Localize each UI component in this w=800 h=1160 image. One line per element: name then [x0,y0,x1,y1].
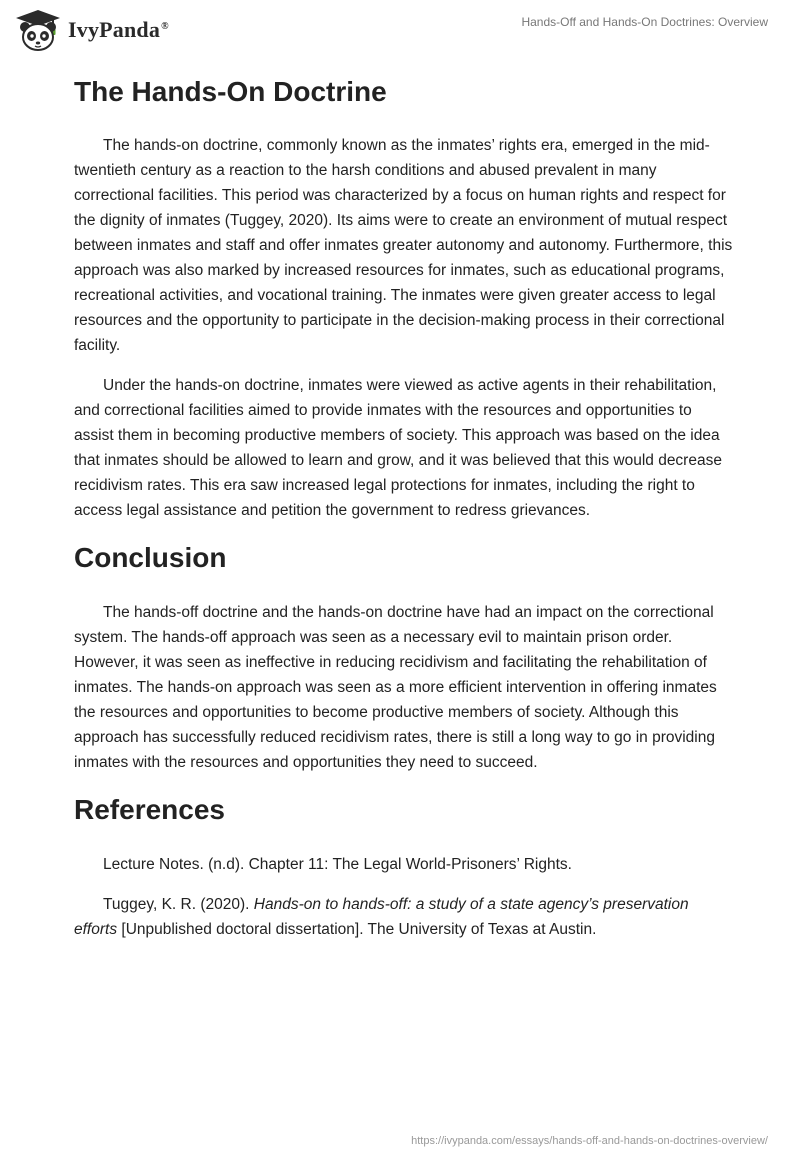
paragraph: The hands-off doctrine and the hands-on doctrine have had an impact on the correctional system. The hands-off approach was seen as a necessary evil to maintain prison order. However, it was seen as ineffective in reducing recidivism and facilitating the rehabilitation of inmates. The hands-on approach was seen as a more efficient intervention in offering inmates the resources and opportunities to become productive members of society. Although this approach has successfully reduced recidivism rates, there is still a long way to go in providing inmates with the resources and opportunities they need to succeed. [74,604,717,771]
reference-details: [Unpublished doctoral dissertation]. The University of Texas at Austin. [117,921,597,938]
logo-wordmark: IvyPanda® [68,17,169,42]
section-heading-conclusion: Conclusion [74,542,227,573]
reference-authors: Tuggey, K. R. (2020). [103,896,254,913]
reference-title: Hands-on to hands-off: a study of a state agency’s preservation efforts [74,896,689,938]
section-heading-hands-on: The Hands-On Doctrine [74,76,387,107]
section-heading-references: References [74,794,225,825]
ivypanda-logo[interactable] [14,8,169,52]
reference-entry [74,892,734,942]
panda-logo-icon [14,8,62,52]
paragraph: The hands-on doctrine, commonly known as the inmates’ rights era, emerged in the mid-twentieth century as a reaction to the harsh conditions and abused prevalent in many correctional facilities. This period was characterized by a focus on human rights and respect for the dignity of inmates (Tuggey, 2020). Its aims were to create an environment of mutual respect between inmates and staff and offer inmates greater autonomy and autonomy. Furthermore, this approach was also marked by increased resources for inmates, such as educational programs, recreational activities, and vocational training. The inmates were given greater access to legal resources and the opportunity to participate in the decision-making process in their correctional facility. [74,137,733,354]
document-title: Hands-Off and Hands-On Doctrines: Overview [521,15,768,29]
reference-entry: Lecture Notes. (n.d). Chapter 11: The Legal World-Prisoners’ Rights. [103,856,572,873]
paragraph: Under the hands-on doctrine, inmates were viewed as active agents in their rehabilitation, and correctional facilities aimed to provide inmates with the resources and opportunities to assist them in becoming productive members of society. This approach was based on the idea that inmates should be allowed to learn and grow, and it was believed that this would decrease recidivism rates. This era saw increased legal protections for inmates, including the right to access legal assistance and petition the government to redress grievances. [74,377,722,519]
source-url[interactable]: https://ivypanda.com/essays/hands-off-and-hands-on-doctrines-overview/ [411,1135,768,1147]
essay-body [74,70,734,957]
page-header [0,0,800,64]
